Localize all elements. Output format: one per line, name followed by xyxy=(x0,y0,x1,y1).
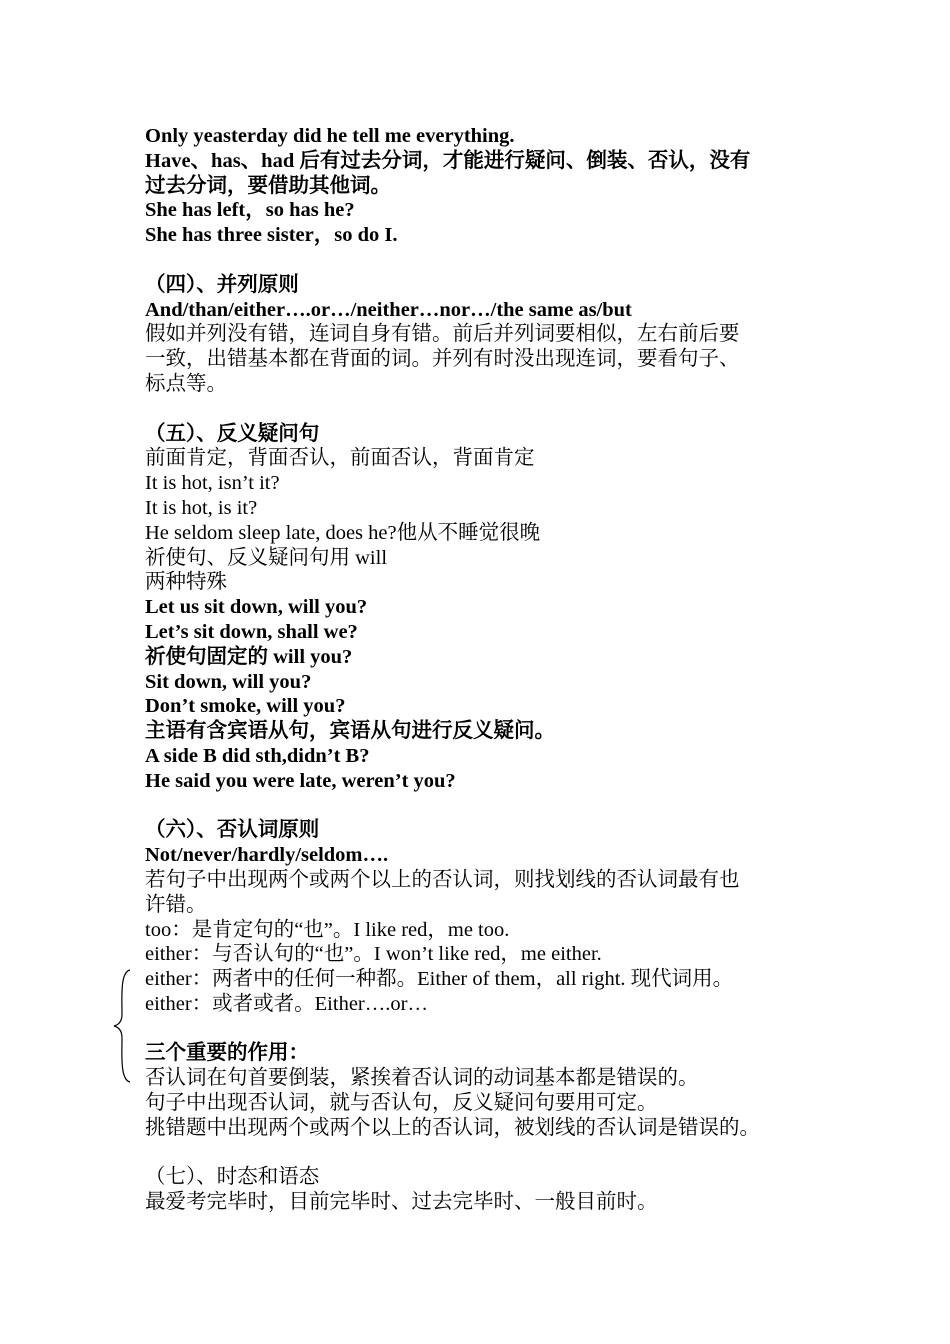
text-line: 许错。 xyxy=(145,893,207,916)
text-line: either：或者或者。Either….or… xyxy=(145,992,428,1015)
text-line: It is hot, isn’t it? xyxy=(145,472,280,495)
text-line: （五）、反义疑问句 xyxy=(145,422,320,445)
text-line: Sit down, will you? xyxy=(145,670,312,693)
blank-line xyxy=(145,794,825,819)
text-line: It is hot, is it? xyxy=(145,496,258,519)
text-line: （四）、并列原则 xyxy=(145,273,299,296)
text-line: She has three sister，so do I. xyxy=(145,224,398,247)
blank-line xyxy=(145,397,825,422)
curly-brace xyxy=(110,968,134,1084)
text-line: 祈使句、反义疑问句用 will xyxy=(145,546,388,569)
text-line: 两种特殊 xyxy=(145,571,227,594)
text-line: Let’s sit down, shall we? xyxy=(145,620,358,643)
blank-line xyxy=(145,1017,825,1042)
text-line: He seldom sleep late, does he?他从不睡觉很晚 xyxy=(145,521,541,544)
text-line: A side B did sth,didn’t B? xyxy=(145,744,370,767)
text-line: （六）、否认词原则 xyxy=(145,819,320,842)
text-line: 祈使句固定的 will you? xyxy=(145,645,353,668)
text-line: 句子中出现否认词，就与否认句，反义疑问句要用可定。 xyxy=(145,1092,658,1115)
text-line: either：与否认句的“也”。I won’t like red，me either. xyxy=(145,943,602,966)
text-line: She has left，so has he? xyxy=(145,199,355,222)
text-line: either：两者中的任何一种都。Either of them，all right. 现代词用。 xyxy=(145,968,734,991)
text-line: 假如并列没有错，连词自身有错。前后并列词要相似，左右前后要 xyxy=(145,323,740,346)
text-line: （七）、时态和语态 xyxy=(145,1166,320,1189)
text-line: 主语有含宾语从句，宾语从句进行反义疑问。 xyxy=(145,720,555,743)
blank-line xyxy=(145,248,825,273)
text-line: 标点等。 xyxy=(145,372,227,395)
text-line: Let us sit down, will you? xyxy=(145,596,368,619)
text-line: 前面肯定，背面否认，前面否认，背面肯定 xyxy=(145,447,535,470)
text-line: 三个重要的作用： xyxy=(145,1042,309,1065)
text-line: He said you were late, weren’t you? xyxy=(145,769,456,792)
text-line: too：是肯定句的“也”。I like red，me too. xyxy=(145,918,510,941)
text-line: 挑错题中出现两个或两个以上的否认词，被划线的否认词是错误的。 xyxy=(145,1116,760,1139)
text-line: Don’t smoke, will you? xyxy=(145,695,346,718)
text-line: 一致，出错基本都在背面的词。并列有时没出现连词，要看句子、 xyxy=(145,348,740,371)
blank-line xyxy=(145,1141,825,1166)
text-line: 过去分词，要借助其他词。 xyxy=(145,174,391,197)
text-line: 最爱考完毕时，目前完毕时、过去完毕时、一般目前时。 xyxy=(145,1191,658,1214)
text-line: And/than/either….or…/neither…nor…/the same as/but xyxy=(145,298,632,321)
text-line: Not/never/hardly/seldom…. xyxy=(145,844,389,867)
text-line: Have、has、had 后有过去分词，才能进行疑问、倒装、否认，没有 xyxy=(145,149,751,172)
document-text xyxy=(145,124,825,1215)
text-line: 若句子中出现两个或两个以上的否认词，则找划线的否认词最有也 xyxy=(145,868,740,891)
text-line: Only yeasterday did he tell me everything. xyxy=(145,125,515,147)
text-line: 否认词在句首要倒装，紧挨着否认词的动词基本都是错误的。 xyxy=(145,1067,699,1090)
